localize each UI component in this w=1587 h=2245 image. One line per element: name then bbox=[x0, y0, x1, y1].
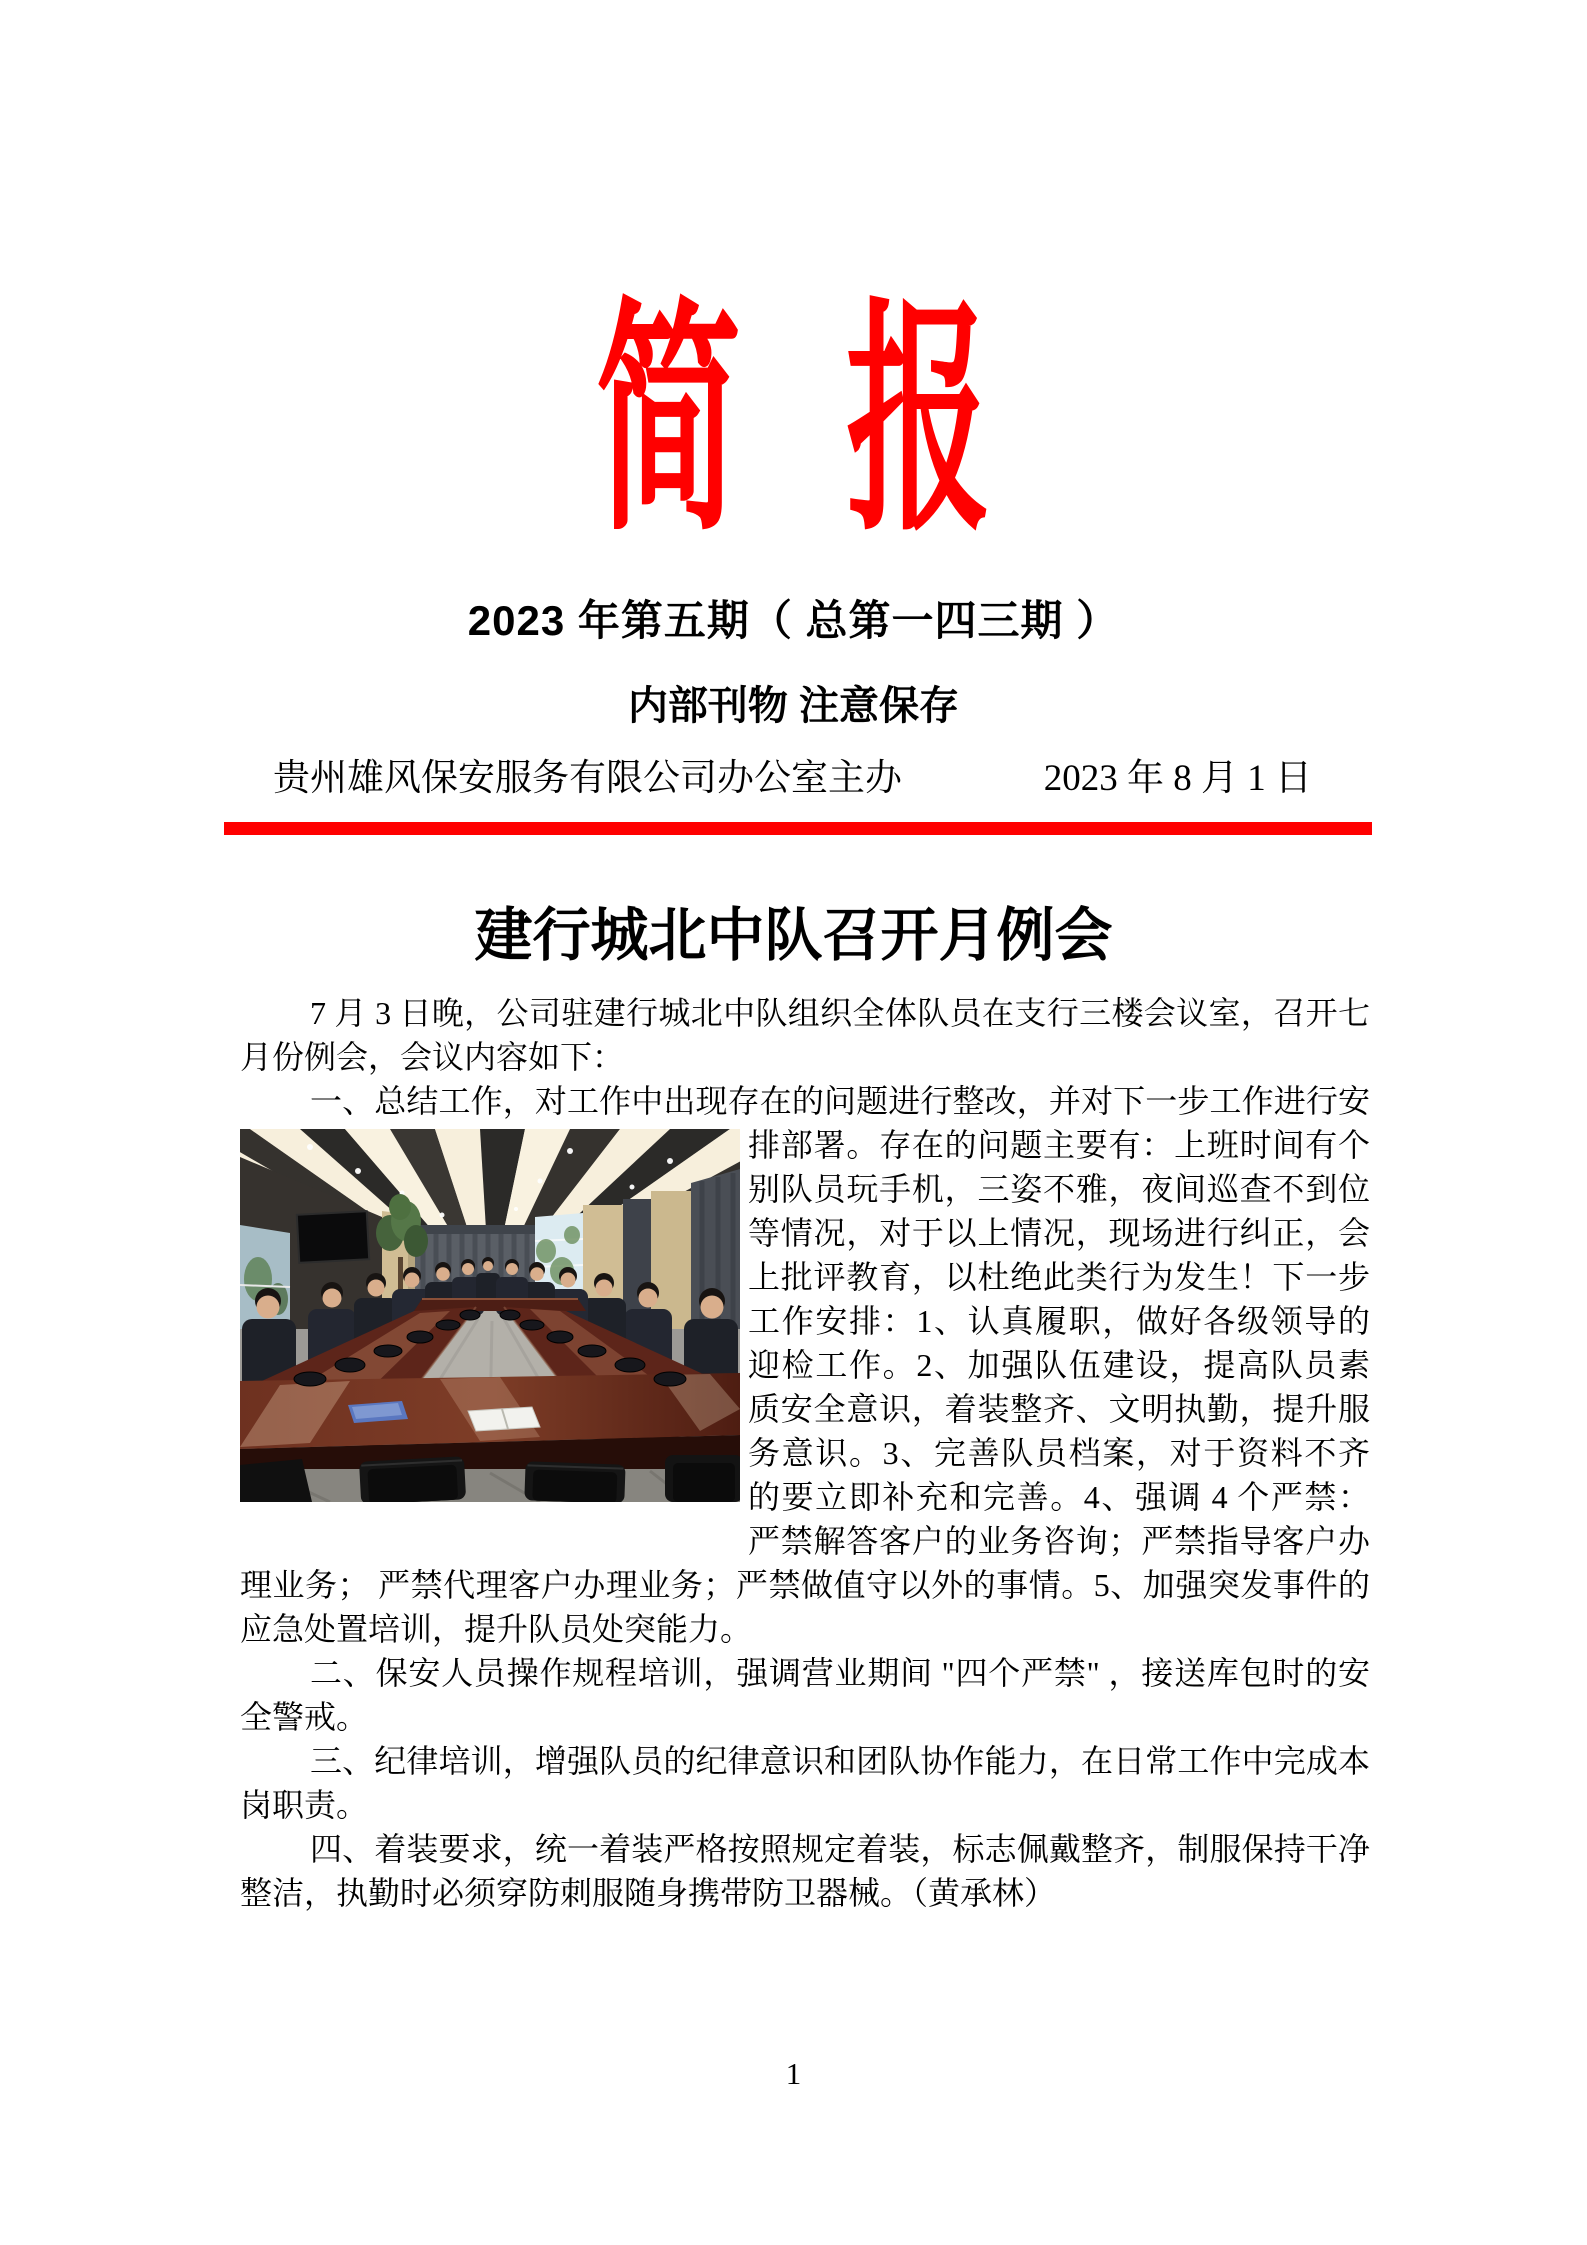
masthead-title bbox=[0, 0, 1587, 559]
publisher-line: 贵州雄风保安服务有限公司办公室主办 bbox=[273, 758, 902, 799]
paragraph-2-lead: 一、总结工作，对工作中出现存在的问题进行整改，并对下一步工作进行安 bbox=[310, 1083, 1370, 1119]
masthead-char-bao: 报 bbox=[846, 283, 991, 559]
paragraph-4: 三、纪律培训，增强队员的纪律意识和团队协作能力，在日常工作中完成本岗职责。 bbox=[240, 1743, 1370, 1823]
paragraph-2-rest: 排部署。存在的问题主要有：上班时间有个别队员玩手机，三姿不雅，夜间巡查不到位等情况，对于以上情况，现场进行纠正，会上批评教育，以杜绝此类行为发生！下一步工作安排：1、认真履职，做好各级领导的迎检工作。2、加强队伍建设，提高队员素质安全意识，着装整齐、文明执勤，提升服务意识。3、完善队员档案，对于资料不齐的要立即补充和完善。4、强调 4 个严禁：严禁解答客户的业务咨询；严禁指导客户办理业务； 严禁代理客户办理业务；严禁做值守以外的事情。5、加强突发事件的应急处置培训，提升队员处突能力。 bbox=[240, 1127, 1370, 1647]
notice-line: 内部刊物 注意保存 bbox=[627, 684, 960, 728]
red-divider bbox=[224, 822, 1372, 835]
issue-date: 2023 年 8 月 1 日 bbox=[1043, 758, 1312, 799]
masthead-char-jian: 简 bbox=[596, 283, 741, 559]
issue-line: 2023 年第五期（ 总第一四三期 ） bbox=[467, 597, 1120, 644]
article-body bbox=[240, 991, 1370, 1915]
paragraph-2 bbox=[240, 1079, 1370, 1651]
article-title: 建行城北中队召开月例会 bbox=[474, 903, 1113, 968]
meeting-room-photo bbox=[240, 1129, 740, 1502]
paragraph-3: 二、保安人员操作规程培训，强调营业期间 "四个严禁" ，接送库包时的安全警戒。 bbox=[240, 1655, 1370, 1735]
paragraph-1: 7 月 3 日晚，公司驻建行城北中队组织全体队员在支行三楼会议室，召开七月份例会，会议内容如下： bbox=[240, 995, 1370, 1075]
paragraph-5: 四、着装要求，统一着装严格按照规定着装，标志佩戴整齐，制服保持干净整洁，执勤时必须穿防刺服随身携带防卫器械。（黄承林） bbox=[240, 1831, 1370, 1911]
publisher-row bbox=[240, 755, 1370, 803]
page-number: 1 bbox=[785, 2056, 802, 2091]
